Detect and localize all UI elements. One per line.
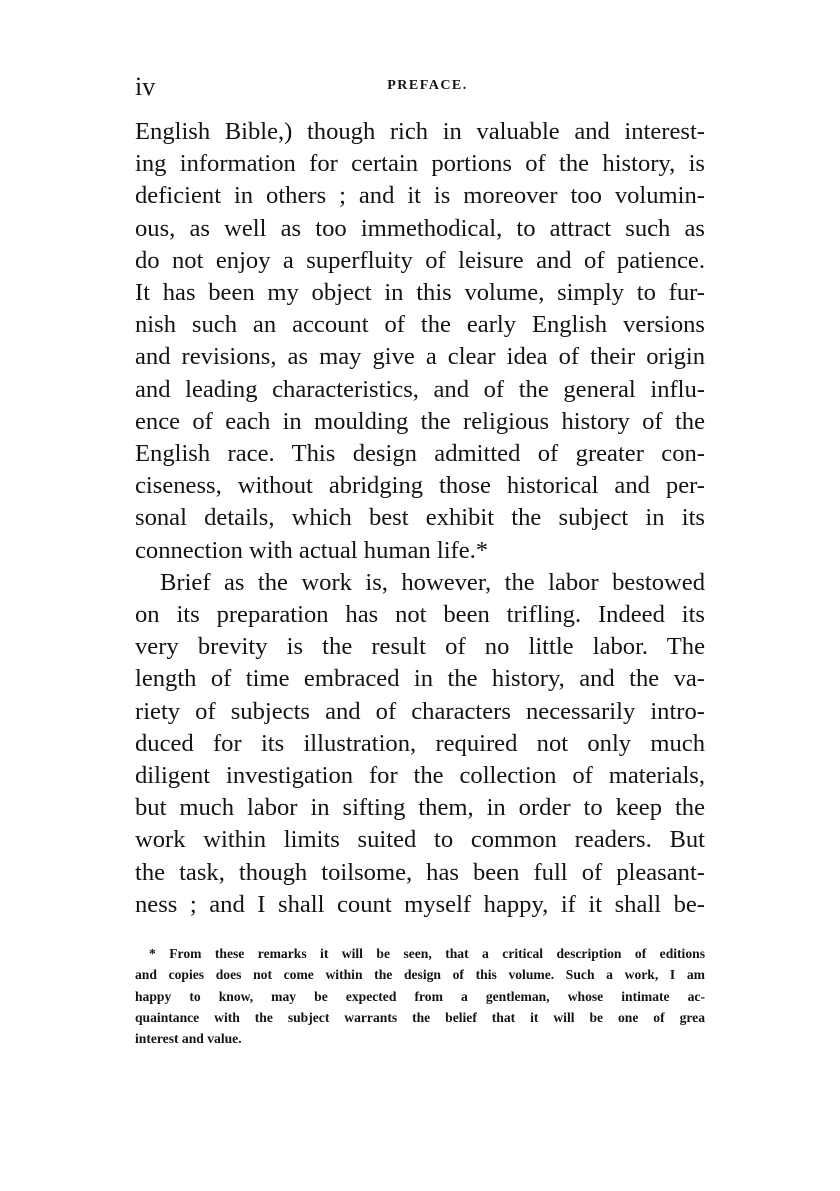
footnote-line: interest and value. (135, 1031, 242, 1047)
body-text (135, 116, 705, 921)
body-line: English Bible,) though rich in valuable and interest- (135, 118, 705, 145)
footnote-line: quaintance with the subject warrants the belief that it will be one of grea (135, 1009, 705, 1025)
body-line: nish such an account of the early English versions (135, 311, 705, 339)
body-line: very brevity is the result of no little labor. The (135, 633, 705, 661)
body-line: on its preparation has not been trifling. Indeed its (135, 601, 705, 629)
body-line: ing information for certain portions of the history, is (135, 150, 705, 178)
footnote-line: and copies does not come within the design of this volume. Such a work, I am (135, 967, 705, 983)
body-line: duced for its illustration, required not only much (135, 729, 705, 757)
body-line: and leading characteristics, and of the general influ- (135, 375, 705, 403)
body-line: ous, as well as too immethodical, to attract such as (135, 214, 705, 242)
body-line: diligent investigation for the collection of materials, (135, 762, 705, 790)
body-line: connection with actual human life.* (135, 536, 489, 564)
body-line: length of time embraced in the history, and the va- (135, 665, 705, 693)
footnote-line: * From these remarks it will be seen, that a critical description of editions (149, 946, 705, 961)
running-head: PREFACE. (387, 78, 468, 93)
body-line: but much labor in sifting them, in order to keep the (135, 794, 705, 822)
body-line: English race. This design admitted of greater con- (135, 440, 705, 468)
body-line: It has been my object in this volume, simply to fur- (135, 279, 705, 307)
footnote-line: happy to know, may be expected from a gentleman, whose intimate ac- (135, 988, 705, 1004)
body-line: the task, though toilsome, has been full of pleasant- (135, 858, 705, 886)
body-line: ciseness, without abridging those historical and per- (135, 472, 705, 500)
page-number: iv (135, 72, 156, 101)
body-line: riety of subjects and of characters necessarily intro- (135, 697, 705, 725)
body-line: deficient in others ; and it is moreover too volumin- (135, 182, 705, 210)
body-line: Brief as the work is, however, the labor bestowed (160, 568, 705, 596)
body-line: ness ; and I shall count myself happy, if it shall be- (135, 890, 705, 918)
body-line: do not enjoy a superfluity of leisure and of patience. (135, 246, 705, 274)
body-line: sonal details, which best exhibit the subject in its (135, 504, 705, 532)
body-line: work within limits suited to common readers. But (135, 826, 705, 854)
body-line: ence of each in moulding the religious history of the (135, 407, 705, 435)
body-line: and revisions, as may give a clear idea of their origin (135, 343, 705, 371)
footnote (135, 943, 705, 1049)
